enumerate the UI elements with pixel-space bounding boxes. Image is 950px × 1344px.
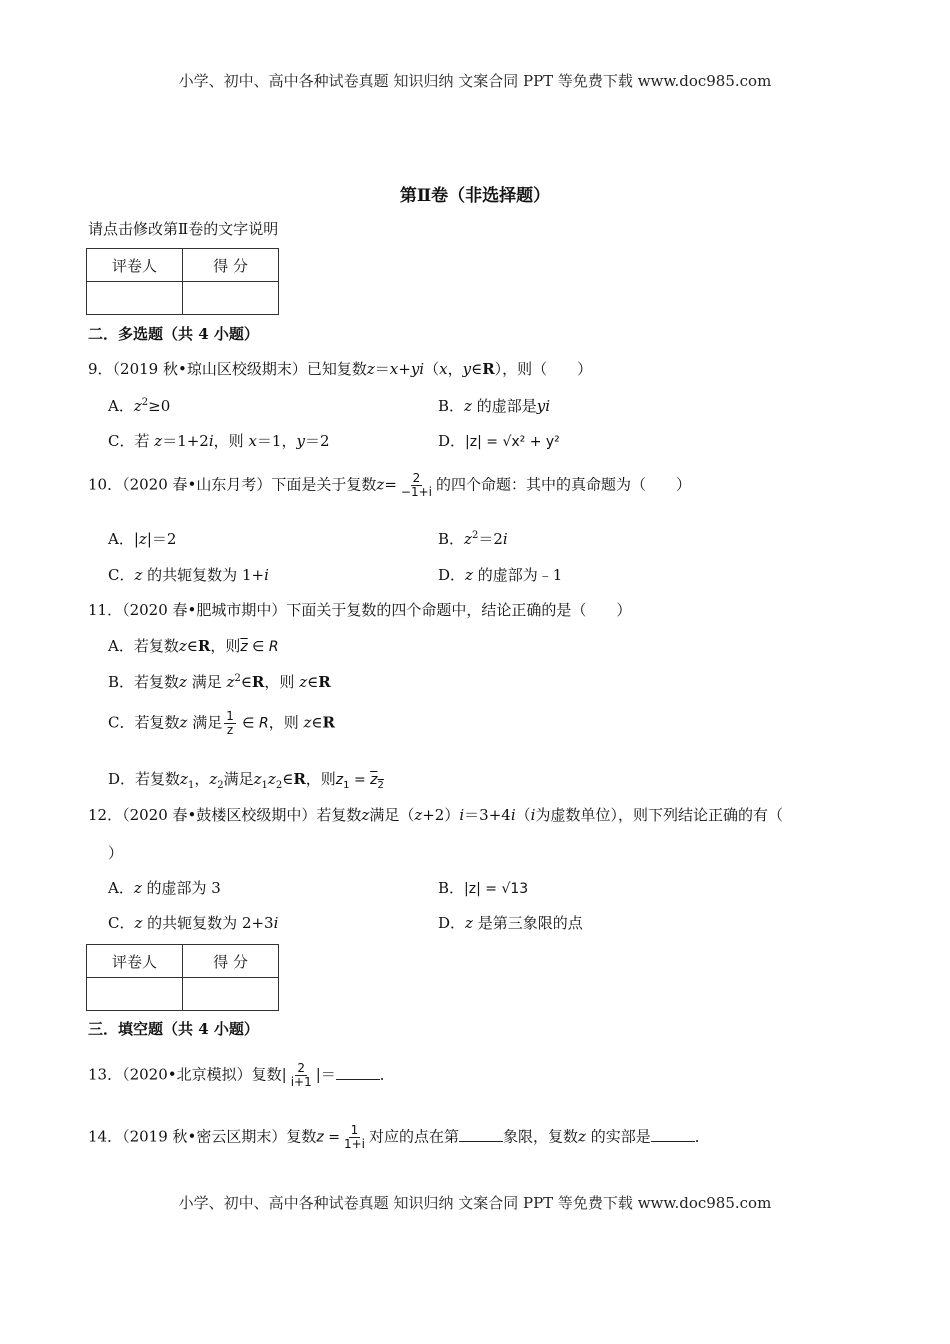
q14-stem-b: 对应的点在第 xyxy=(368,1127,459,1146)
q11-c-frac-num: 1 xyxy=(226,709,234,723)
q14-fraction xyxy=(342,1124,367,1151)
q10-a-label: A． xyxy=(108,530,134,548)
grader-cell[interactable] xyxy=(87,282,183,315)
q14-real-part-blank[interactable] xyxy=(651,1127,695,1142)
q11-d-text2: 满足 xyxy=(223,770,254,788)
q11-b-label: B． xyxy=(108,673,135,691)
q14-stem-a: 复数 xyxy=(286,1127,317,1146)
q11-option-b[interactable]: B．若复数z 满足 $z^2\in R$，则 z∈R xyxy=(108,673,331,691)
q10-b-label: B． xyxy=(438,530,465,548)
q11-a-text: 若复数 xyxy=(133,637,179,655)
q13-stem-a: 复数| xyxy=(251,1065,287,1084)
page-footer: 小学、初中、高中各种试卷真题 知识归纳 文案合同 PPT 等免费下载 www.doc985.com xyxy=(178,1194,772,1212)
q10-c-text: 的共轭复数为 1+ xyxy=(147,566,265,584)
q11-a-label: A． xyxy=(108,637,134,655)
q12-stem-f: 为虚数单位），则下列结论正确的有（ xyxy=(535,806,783,824)
q14-stem-c: 象限，复数 xyxy=(503,1127,579,1146)
q13-source: （2020•北京模拟） xyxy=(122,1065,252,1084)
grade-table-2 xyxy=(86,944,279,1011)
page-title: 第Ⅱ卷（非选择题） xyxy=(399,186,551,206)
q9-b-label: B． xyxy=(438,397,465,415)
q14-quadrant-blank[interactable] xyxy=(459,1127,503,1142)
q10-d-label: D． xyxy=(438,566,466,584)
q12-stem-a: 若复数 xyxy=(316,806,362,824)
q9-c-text: 若 xyxy=(134,432,150,450)
q10-option-a[interactable]: A．|z|＝2 xyxy=(108,530,177,548)
q11-c-frac-den: z xyxy=(226,723,234,737)
q12-stem-close: ） xyxy=(108,844,124,862)
q12-number: 12． xyxy=(88,806,123,824)
question-10-stem: 10．（2020 春•山东月考）下面是关于复数z= $\frac{2}{-1+i}$ 的四个命题：其中的真命题为（ ） xyxy=(88,471,691,499)
q9-option-d[interactable] xyxy=(438,430,560,451)
section-note[interactable]: 请点击修改第Ⅱ卷的文字说明 xyxy=(88,220,279,238)
q12-option-b[interactable] xyxy=(438,877,528,898)
q12-stem-e: （ xyxy=(515,806,531,824)
q11-c-fraction xyxy=(224,710,236,737)
q10-option-b[interactable]: B．$z^2=2i$ xyxy=(438,530,508,548)
q13-number: 13． xyxy=(88,1065,123,1084)
q12-d-label: D． xyxy=(438,914,466,932)
q12-source: （2020 春•鼓楼区校级期中） xyxy=(122,806,317,824)
q13-answer-blank[interactable] xyxy=(336,1065,380,1080)
question-12-stem: 12．（2020 春•鼓楼区校级期中）若复数z满足（z+2）i＝3+4i（i为虚数单位），则下列结论正确的有（ xyxy=(88,806,783,824)
grader-header: 评卷人 xyxy=(87,945,183,978)
score-header: 得 分 xyxy=(183,945,279,978)
grade-table-1 xyxy=(86,248,279,315)
score-cell[interactable] xyxy=(183,282,279,315)
q10-option-d[interactable]: D．z 的虚部为﹣1 xyxy=(438,566,563,584)
q9-stem-text-b: （ xyxy=(424,360,440,378)
q11-option-c[interactable]: C．若复数z 满足 $\frac{1}{z}$ ∈ R，则 z∈R xyxy=(108,709,335,737)
q14-frac-num: 1 xyxy=(350,1123,359,1137)
q9-stem-text-c: ），则（ ） xyxy=(494,360,593,378)
q10-stem-text-b: 的四个命题：其中的真命题为（ ） xyxy=(435,475,691,494)
q10-fraction xyxy=(399,472,434,499)
section-2-heading: 二．多选题（共 4 小题） xyxy=(88,325,259,343)
q9-d-label: D． xyxy=(438,432,466,450)
q12-a-text: 的虚部为 3 xyxy=(146,879,221,897)
score-cell[interactable] xyxy=(183,978,279,1011)
question-11-stem xyxy=(88,599,631,620)
q11-source: （2020 春•肥城市期中） xyxy=(122,601,287,619)
q12-stem-c: +2） xyxy=(422,806,460,824)
q14-number: 14． xyxy=(88,1127,123,1146)
q10-source: （2020 春•山东月考） xyxy=(122,475,272,494)
question-14-stem: 14．（2019 秋•密云区期末）复数z = $\frac{1}{1+i}$ 对应的点在第 象限，复数z 的实部是 ． xyxy=(88,1123,710,1151)
q14-stem-d: 的实部是 xyxy=(590,1127,651,1146)
q11-d-text: 若复数 xyxy=(135,770,181,788)
q11-d-label: D． xyxy=(108,770,136,788)
q9-stem-text: 已知复数 xyxy=(306,360,367,378)
q10-number: 10． xyxy=(88,475,123,494)
q12-d-text: 是第三象限的点 xyxy=(477,914,583,932)
q9-b-text: 的虚部是 xyxy=(476,397,537,415)
q11-c-text2: 满足 xyxy=(192,713,223,732)
q13-frac-num: 2 xyxy=(297,1061,306,1075)
q11-b-text2: 满足 xyxy=(191,673,222,691)
q12-option-d[interactable]: D．z 是第三象限的点 xyxy=(438,914,583,932)
question-13-stem xyxy=(88,1062,395,1089)
question-9-stem: 9．（2019 秋•琼山区校级期末）已知复数z＝x+yi（x，y∈R），则（ ） xyxy=(88,360,593,378)
q13-fraction xyxy=(289,1062,314,1089)
q9-c-label: C． xyxy=(108,432,135,450)
score-header: 得 分 xyxy=(183,249,279,282)
q9-option-a[interactable]: A．$z^2\ge 0$ xyxy=(108,397,171,415)
q10-c-label: C． xyxy=(108,566,135,584)
q9-option-c[interactable]: C．若 z＝1+2i，则 x＝1，y＝2 xyxy=(108,432,330,450)
q12-stem-b: 满足（ xyxy=(369,806,415,824)
q12-a-label: A． xyxy=(108,879,134,897)
q9-option-b[interactable]: B．z 的虚部是yi xyxy=(438,397,551,415)
q12-b-math: |z| = √13 xyxy=(464,881,529,897)
q12-b-label: B． xyxy=(438,879,465,897)
q12-option-a[interactable]: A．z 的虚部为 3 xyxy=(108,879,221,897)
q11-c-text3: ，则 xyxy=(268,713,299,732)
q12-c-text: 的共轭复数为 2+3 xyxy=(147,914,274,932)
q11-b-text: 若复数 xyxy=(134,673,180,691)
q12-stem-d: ＝3+4 xyxy=(464,806,511,824)
q11-c-label: C． xyxy=(108,713,135,732)
q10-d-text: 的虚部为﹣1 xyxy=(477,566,563,584)
q11-c-text: 若复数 xyxy=(134,713,180,732)
q14-frac-den: 1+i xyxy=(343,1137,365,1151)
q10-frac-num: 2 xyxy=(412,471,421,485)
q11-b-text3: ，则 xyxy=(264,673,295,691)
q11-option-a[interactable]: A．若复数z∈R，则$\overline{z}$ ∈ R xyxy=(108,637,279,655)
grader-cell[interactable] xyxy=(87,978,183,1011)
q11-a-text2: ，则 xyxy=(210,637,241,655)
q11-number: 11． xyxy=(88,601,123,619)
q12-c-label: C． xyxy=(108,914,135,932)
q9-d-math: |z| = √x² + y² xyxy=(465,434,560,450)
q10-stem-text: 下面是关于复数 xyxy=(271,475,377,494)
q11-option-d[interactable]: D．若复数$z_1$，$z_2$满足$z_1z_2\in R$，则$z_1 = z_2$ xyxy=(108,770,384,791)
q11-d-text3: ，则 xyxy=(305,770,336,788)
q9-c-text2: ，则 xyxy=(213,432,244,450)
q13-end: ． xyxy=(379,1065,395,1084)
q14-end: ． xyxy=(694,1127,710,1146)
q9-a-label: A． xyxy=(108,397,134,415)
q11-stem-text: 下面关于复数的四个命题中，结论正确的是（ ） xyxy=(286,601,632,619)
q13-stem-b: |＝ xyxy=(315,1065,336,1084)
section-3-heading: 三．填空题（共 4 小题） xyxy=(88,1020,259,1038)
q9-number: 9． xyxy=(88,360,113,378)
page-header: 小学、初中、高中各种试卷真题 知识归纳 文案合同 PPT 等免费下载 www.doc985.com xyxy=(178,72,772,90)
q10-option-c[interactable]: C．z 的共轭复数为 1+i xyxy=(108,566,269,584)
q13-frac-den: i+1 xyxy=(290,1075,312,1089)
q9-source: （2019 秋•琼山区校级期末） xyxy=(112,360,307,378)
q12-option-c[interactable]: C．z 的共轭复数为 2+3i xyxy=(108,914,279,932)
q10-frac-den: −1+i xyxy=(400,485,432,499)
grader-header: 评卷人 xyxy=(87,249,183,282)
q14-source: （2019 秋•密云区期末） xyxy=(122,1127,287,1146)
